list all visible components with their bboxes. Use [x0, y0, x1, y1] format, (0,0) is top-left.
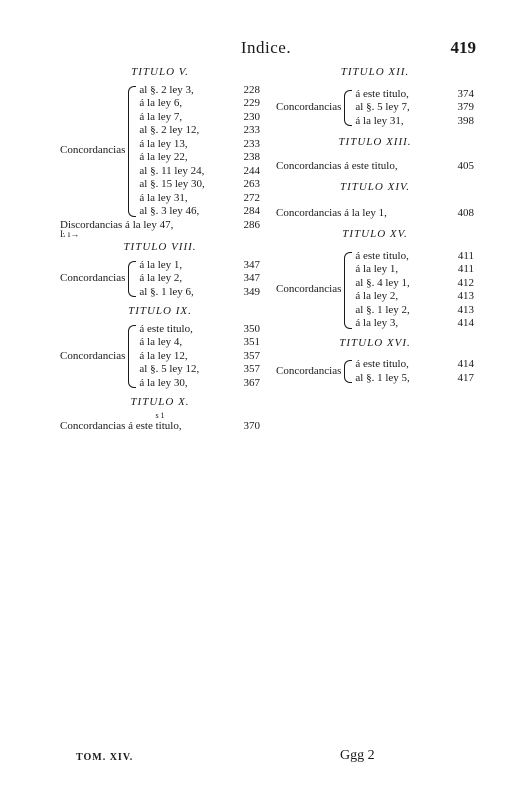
index-entry	[355, 277, 474, 291]
entry-text: á la ley 2,	[355, 290, 399, 302]
group-items	[355, 88, 474, 129]
entry-text: á este titulo,	[355, 87, 409, 100]
entry-page: 398	[457, 114, 474, 127]
index-entry	[139, 363, 260, 377]
concordancias-group-viii	[60, 259, 260, 300]
entry-page: 357	[243, 349, 260, 362]
entry-text: al §. 5 ley 7,	[355, 101, 410, 113]
volume-footer: TOM. XIV.	[76, 752, 134, 763]
entry-page: 414	[457, 358, 474, 370]
entry-text: Concordancias á este titulo,	[276, 159, 398, 172]
index-entry	[139, 323, 260, 337]
entry-text: á la ley 12,	[139, 349, 188, 362]
signature-footer: Ggg 2	[340, 748, 375, 763]
entry-page: 349	[243, 285, 260, 298]
index-entry	[139, 165, 260, 179]
entry-page: 379	[457, 101, 474, 113]
entry-page: 229	[243, 97, 260, 109]
index-entry	[355, 115, 474, 129]
entry-page: 233	[243, 137, 260, 150]
entry-page: 284	[243, 205, 260, 217]
group-label: Concordancias	[60, 349, 126, 362]
entry-page: 405	[457, 159, 474, 172]
index-entry	[139, 97, 260, 111]
entry-text: á la ley 7,	[139, 110, 183, 123]
index-entry	[355, 250, 474, 264]
concordancias-group-ix	[60, 323, 260, 391]
group-label: Concordancias	[60, 272, 126, 284]
group-items	[139, 323, 260, 391]
entry-text: al §. 11 ley 24,	[139, 164, 205, 177]
group-items	[139, 259, 260, 300]
group-items	[355, 250, 474, 331]
index-entry	[276, 207, 474, 221]
index-entry	[276, 160, 474, 174]
concordancias-group-xvi	[276, 358, 474, 385]
entry-page: 244	[243, 164, 260, 177]
entry-text: á este titulo,	[355, 358, 409, 370]
entry-page: 347	[243, 258, 260, 271]
index-entry	[355, 317, 474, 331]
entry-text: al §. 5 ley 12,	[139, 363, 200, 375]
index-entry	[139, 178, 260, 192]
entry-page: 351	[243, 336, 260, 348]
entry-text: á la ley 13,	[139, 137, 188, 150]
index-entry	[355, 263, 474, 277]
entry-text: á este titulo,	[355, 249, 409, 262]
titulo-xvi-heading: TITULO XVI.	[339, 336, 411, 349]
entry-page: 350	[243, 322, 260, 335]
brace-icon	[344, 360, 352, 383]
titulo-v-heading: TITULO V.	[131, 66, 189, 78]
right-column	[276, 64, 474, 391]
entry-text: Concordancias á la ley 1,	[276, 206, 387, 219]
brace-icon	[128, 261, 136, 298]
entry-page: 286	[243, 218, 260, 231]
entry-page: 230	[243, 110, 260, 123]
group-items	[355, 358, 474, 385]
left-column	[60, 64, 260, 437]
index-entry	[355, 358, 474, 372]
page-title: Indice.	[240, 38, 292, 57]
entry-text: al §. 15 ley 30,	[139, 178, 205, 190]
entry-text: á la ley 31,	[139, 191, 188, 204]
entry-text: á la ley 6,	[139, 97, 183, 109]
entry-page: 411	[457, 249, 474, 262]
index-entry	[355, 88, 474, 102]
entry-text: á este titulo,	[139, 322, 193, 335]
group-label: Concordancias	[276, 364, 342, 377]
printer-mark: Ŀ ı→	[60, 229, 80, 239]
index-entry	[355, 290, 474, 304]
entry-text: á la ley 3,	[355, 317, 399, 329]
entry-page: 408	[457, 206, 474, 219]
index-entry	[139, 192, 260, 206]
index-entry	[139, 138, 260, 152]
titulo-xiii-heading: TITULO XIII.	[338, 136, 412, 148]
index-entry	[139, 259, 260, 273]
titulo-xii-heading: TITULO XII.	[340, 66, 410, 78]
brace-icon	[128, 86, 136, 217]
titulo-xiv-heading: TITULO XIV.	[339, 181, 411, 193]
page-number: 419	[450, 38, 476, 57]
index-entry	[355, 101, 474, 115]
entry-page: 417	[457, 371, 474, 384]
entry-text: Discordancias á la ley 47,	[60, 218, 174, 231]
entry-text: al §. 1 ley 6,	[139, 285, 194, 298]
entry-text: al §. 4 ley 1,	[355, 276, 410, 289]
brace-icon	[344, 252, 352, 329]
concordancias-group-v	[60, 84, 260, 219]
entry-text: á la ley 1,	[355, 263, 399, 275]
group-label: Concordancias	[60, 144, 126, 157]
titulo-ix-heading: TITULO IX.	[128, 305, 192, 317]
index-entry	[355, 372, 474, 386]
brace-icon	[344, 90, 352, 127]
entry-text: al §. 3 ley 46,	[139, 205, 200, 217]
entry-page: 411	[457, 263, 474, 275]
entry-text: á la ley 2,	[139, 272, 183, 284]
index-entry	[139, 377, 260, 391]
entry-text: á la ley 30,	[139, 376, 188, 389]
index-entry	[139, 124, 260, 138]
index-entry	[139, 286, 260, 300]
index-entry	[139, 350, 260, 364]
index-entry	[60, 420, 260, 434]
brace-icon	[128, 325, 136, 389]
entry-text: al §. 1 ley 5,	[355, 371, 410, 384]
group-label: Concordancias	[276, 283, 342, 296]
entry-text: Concordancias á este titulo,	[60, 419, 182, 432]
index-entry	[139, 111, 260, 125]
entry-page: 412	[457, 276, 474, 289]
entry-text: al §. 2 ley 12,	[139, 124, 200, 136]
titulo-x-heading: TITULO X.	[130, 396, 190, 408]
entry-page: 233	[243, 124, 260, 136]
index-entry	[139, 336, 260, 350]
entry-page: 238	[243, 151, 260, 163]
titulo-viii-heading: TITULO VIII.	[123, 241, 197, 253]
index-entry	[139, 205, 260, 219]
concordancias-group-xv	[276, 250, 474, 331]
entry-page: 370	[243, 419, 260, 432]
group-items	[139, 84, 260, 219]
entry-page: 263	[243, 178, 260, 190]
index-entry	[355, 304, 474, 318]
titulo-xv-heading: TITULO XV.	[342, 228, 408, 240]
entry-text: á la ley 1,	[139, 258, 183, 271]
entry-page: 374	[457, 87, 474, 100]
group-label: Concordancias	[276, 101, 342, 113]
index-entry	[139, 272, 260, 286]
entry-page: 413	[457, 303, 474, 316]
entry-text: á la ley 31,	[355, 114, 404, 127]
entry-page: 413	[457, 290, 474, 302]
entry-text: al §. 2 ley 3,	[139, 83, 194, 96]
entry-page: 367	[243, 376, 260, 389]
entry-text: al §. 1 ley 2,	[355, 303, 410, 316]
entry-page: 347	[243, 272, 260, 284]
entry-text: á la ley 22,	[139, 151, 188, 163]
concordancias-group-xii	[276, 88, 474, 129]
entry-text: á la ley 4,	[139, 336, 183, 348]
entry-page: 272	[243, 191, 260, 204]
index-entry	[139, 84, 260, 98]
signature-mark: s 1	[155, 410, 165, 420]
entry-page: 357	[243, 363, 260, 375]
entry-page: 228	[243, 83, 260, 96]
index-entry	[139, 151, 260, 165]
entry-page: 414	[457, 317, 474, 329]
